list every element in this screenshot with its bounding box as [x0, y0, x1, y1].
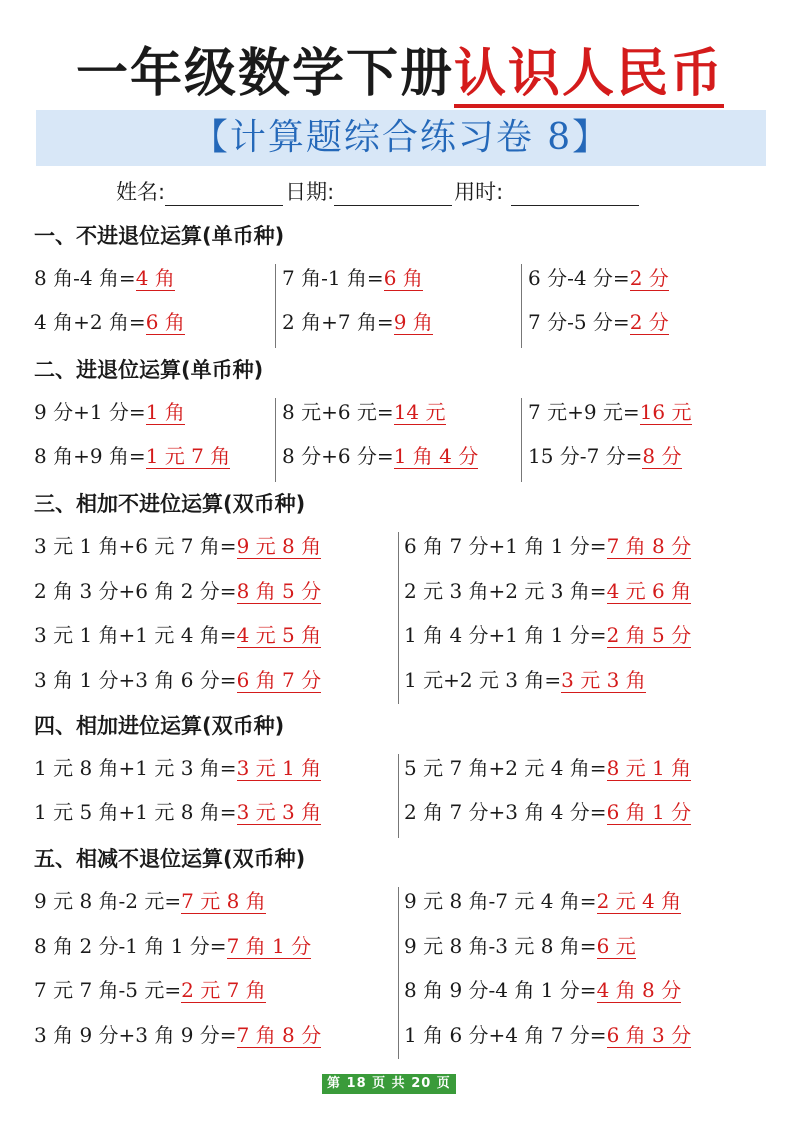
answer-text: 6 角 3 分	[606, 1022, 692, 1047]
question-text: 2 元 3 角+2 元 3 角=	[404, 578, 607, 603]
question-text: 1 元 8 角+1 元 3 角=	[34, 756, 237, 780]
question-text: 2 角 3 分+6 角 2 分=	[34, 578, 237, 603]
time-blank[interactable]	[511, 183, 639, 206]
name-label: 姓名:	[116, 180, 166, 204]
title-black: 一年级数学下册	[75, 44, 454, 104]
exercise-item	[282, 264, 423, 292]
exercise-item	[404, 754, 691, 782]
answer-text: 4 角	[135, 266, 175, 290]
answer-text: 6 角	[145, 310, 185, 334]
question-text: 1 角 4 分+1 角 1 分=	[404, 623, 607, 647]
question-text: 8 角 9 分-4 角 1 分=	[404, 978, 597, 1002]
question-text: 6 分-4 分=	[528, 266, 630, 290]
question-text: 9 元 8 角-7 元 4 角=	[404, 889, 597, 913]
section-title: 五、相减不退位运算(双币种)	[34, 847, 306, 871]
exercise-item	[34, 398, 185, 426]
column-divider	[398, 887, 399, 1059]
exercise-item	[34, 887, 266, 915]
exercise-item	[404, 621, 691, 649]
column-divider	[398, 532, 399, 704]
column-divider	[521, 264, 522, 348]
answer-text: 2 元 7 角	[181, 978, 266, 1002]
date-label: 日期:	[285, 180, 335, 204]
answer-text: 1 角	[145, 400, 185, 424]
section-title: 三、相加不进位运算(双币种)	[34, 492, 306, 516]
question-text: 2 角 7 分+3 角 4 分=	[404, 800, 607, 824]
exercise-item	[282, 308, 433, 336]
answer-text: 7 角 8 分	[606, 534, 692, 558]
answer-text: 9 角	[393, 310, 433, 334]
question-text: 15 分-7 分=	[528, 444, 643, 468]
question-text: 3 元 1 角+1 元 4 角=	[34, 623, 237, 647]
question-text: 8 角 2 分-1 角 1 分=	[34, 933, 227, 958]
column-divider	[398, 754, 399, 838]
answer-text: 3 元 3 角	[236, 800, 322, 824]
exercise-item	[282, 398, 446, 426]
section-title: 一、不进退位运算(单币种)	[34, 224, 285, 248]
student-info-line	[116, 178, 641, 206]
question-text: 1 元+2 元 3 角=	[404, 667, 562, 692]
exercise-item	[404, 976, 681, 1004]
column-divider	[275, 398, 276, 482]
question-text: 4 角+2 角=	[34, 310, 146, 334]
question-text: 8 角+9 角=	[34, 444, 146, 468]
exercise-item	[404, 532, 691, 560]
answer-text: 7 元 8 角	[181, 889, 266, 913]
answer-text: 8 分	[642, 444, 682, 468]
answer-text: 7 角 1 分	[226, 933, 312, 958]
exercise-item	[34, 532, 321, 560]
question-text: 3 元 1 角+6 元 7 角=	[34, 534, 237, 558]
answer-text: 1 元 7 角	[145, 444, 231, 468]
question-text: 7 元+9 元=	[528, 400, 640, 424]
question-text: 5 元 7 角+2 元 4 角=	[404, 756, 607, 780]
title-red: 认识人民币	[454, 44, 724, 108]
answer-text: 6 角 7 分	[236, 667, 322, 692]
exercise-item	[34, 1021, 321, 1049]
question-text: 3 角 1 分+3 角 6 分=	[34, 667, 237, 692]
section-title: 四、相加进位运算(双币种)	[34, 714, 285, 738]
question-text: 9 元 8 角-3 元 8 角=	[404, 933, 597, 958]
answer-text: 6 角	[383, 266, 423, 290]
exercise-item	[34, 621, 321, 649]
answer-text: 16 元	[639, 400, 692, 424]
exercise-item	[528, 264, 669, 292]
answer-text: 3 元 1 角	[236, 756, 322, 780]
exercise-item	[34, 798, 321, 826]
time-label: 用时:	[454, 180, 504, 204]
date-blank[interactable]	[334, 183, 452, 206]
question-text: 8 角-4 角=	[34, 266, 136, 290]
exercise-item	[34, 308, 185, 336]
question-text: 7 角-1 角=	[282, 266, 384, 290]
exercise-item	[404, 666, 646, 694]
question-text: 7 分-5 分=	[528, 310, 630, 334]
exercise-item	[404, 577, 691, 605]
question-text: 9 分+1 分=	[34, 400, 146, 424]
question-text: 9 元 8 角-2 元=	[34, 889, 182, 913]
exercise-item	[404, 798, 691, 826]
answer-text: 4 元 6 角	[606, 578, 692, 603]
column-divider	[275, 264, 276, 348]
exercise-item	[34, 577, 321, 605]
exercise-item	[34, 264, 175, 292]
page-number: 第 18 页 共 20 页	[322, 1074, 456, 1094]
exercise-item	[528, 308, 669, 336]
answer-text: 7 角 8 分	[236, 1022, 322, 1047]
exercise-item	[404, 1021, 691, 1049]
question-text: 1 元 5 角+1 元 8 角=	[34, 800, 237, 824]
exercise-item	[528, 398, 692, 426]
answer-text: 8 角 5 分	[236, 578, 322, 603]
question-text: 8 元+6 元=	[282, 400, 394, 424]
exercise-item	[34, 666, 321, 694]
answer-text: 8 元 1 角	[606, 756, 692, 780]
question-text: 3 角 9 分+3 角 9 分=	[34, 1022, 237, 1047]
page-title	[0, 42, 800, 106]
answer-text: 2 角 5 分	[606, 623, 692, 647]
answer-text: 4 元 5 角	[236, 623, 322, 647]
question-text: 6 角 7 分+1 角 1 分=	[404, 534, 607, 558]
exercise-item	[404, 887, 681, 915]
name-blank[interactable]	[165, 183, 283, 206]
answer-text: 1 角 4 分	[393, 444, 479, 468]
answer-text: 9 元 8 角	[236, 534, 322, 558]
answer-text: 6 角 1 分	[606, 800, 692, 824]
question-text: 2 角+7 角=	[282, 310, 394, 334]
worksheet-subtitle: 【计算题综合练习卷 8】	[36, 110, 766, 166]
column-divider	[521, 398, 522, 482]
answer-text: 2 分	[629, 310, 669, 334]
answer-text: 3 元 3 角	[561, 667, 646, 692]
exercise-item	[34, 932, 311, 960]
question-text: 7 元 7 角-5 元=	[34, 978, 182, 1002]
exercise-item	[34, 754, 321, 782]
exercise-item	[282, 442, 478, 470]
exercise-item	[34, 976, 266, 1004]
answer-text: 2 元 4 角	[596, 889, 682, 913]
question-text: 1 角 6 分+4 角 7 分=	[404, 1022, 607, 1047]
exercise-item	[528, 442, 682, 470]
question-text: 8 分+6 分=	[282, 444, 394, 468]
answer-text: 6 元	[596, 933, 636, 958]
exercise-item	[34, 442, 230, 470]
answer-text: 14 元	[393, 400, 446, 424]
answer-text: 2 分	[629, 266, 669, 290]
answer-text: 4 角 8 分	[596, 978, 682, 1002]
exercise-item	[404, 932, 636, 960]
section-title: 二、进退位运算(单币种)	[34, 358, 264, 382]
